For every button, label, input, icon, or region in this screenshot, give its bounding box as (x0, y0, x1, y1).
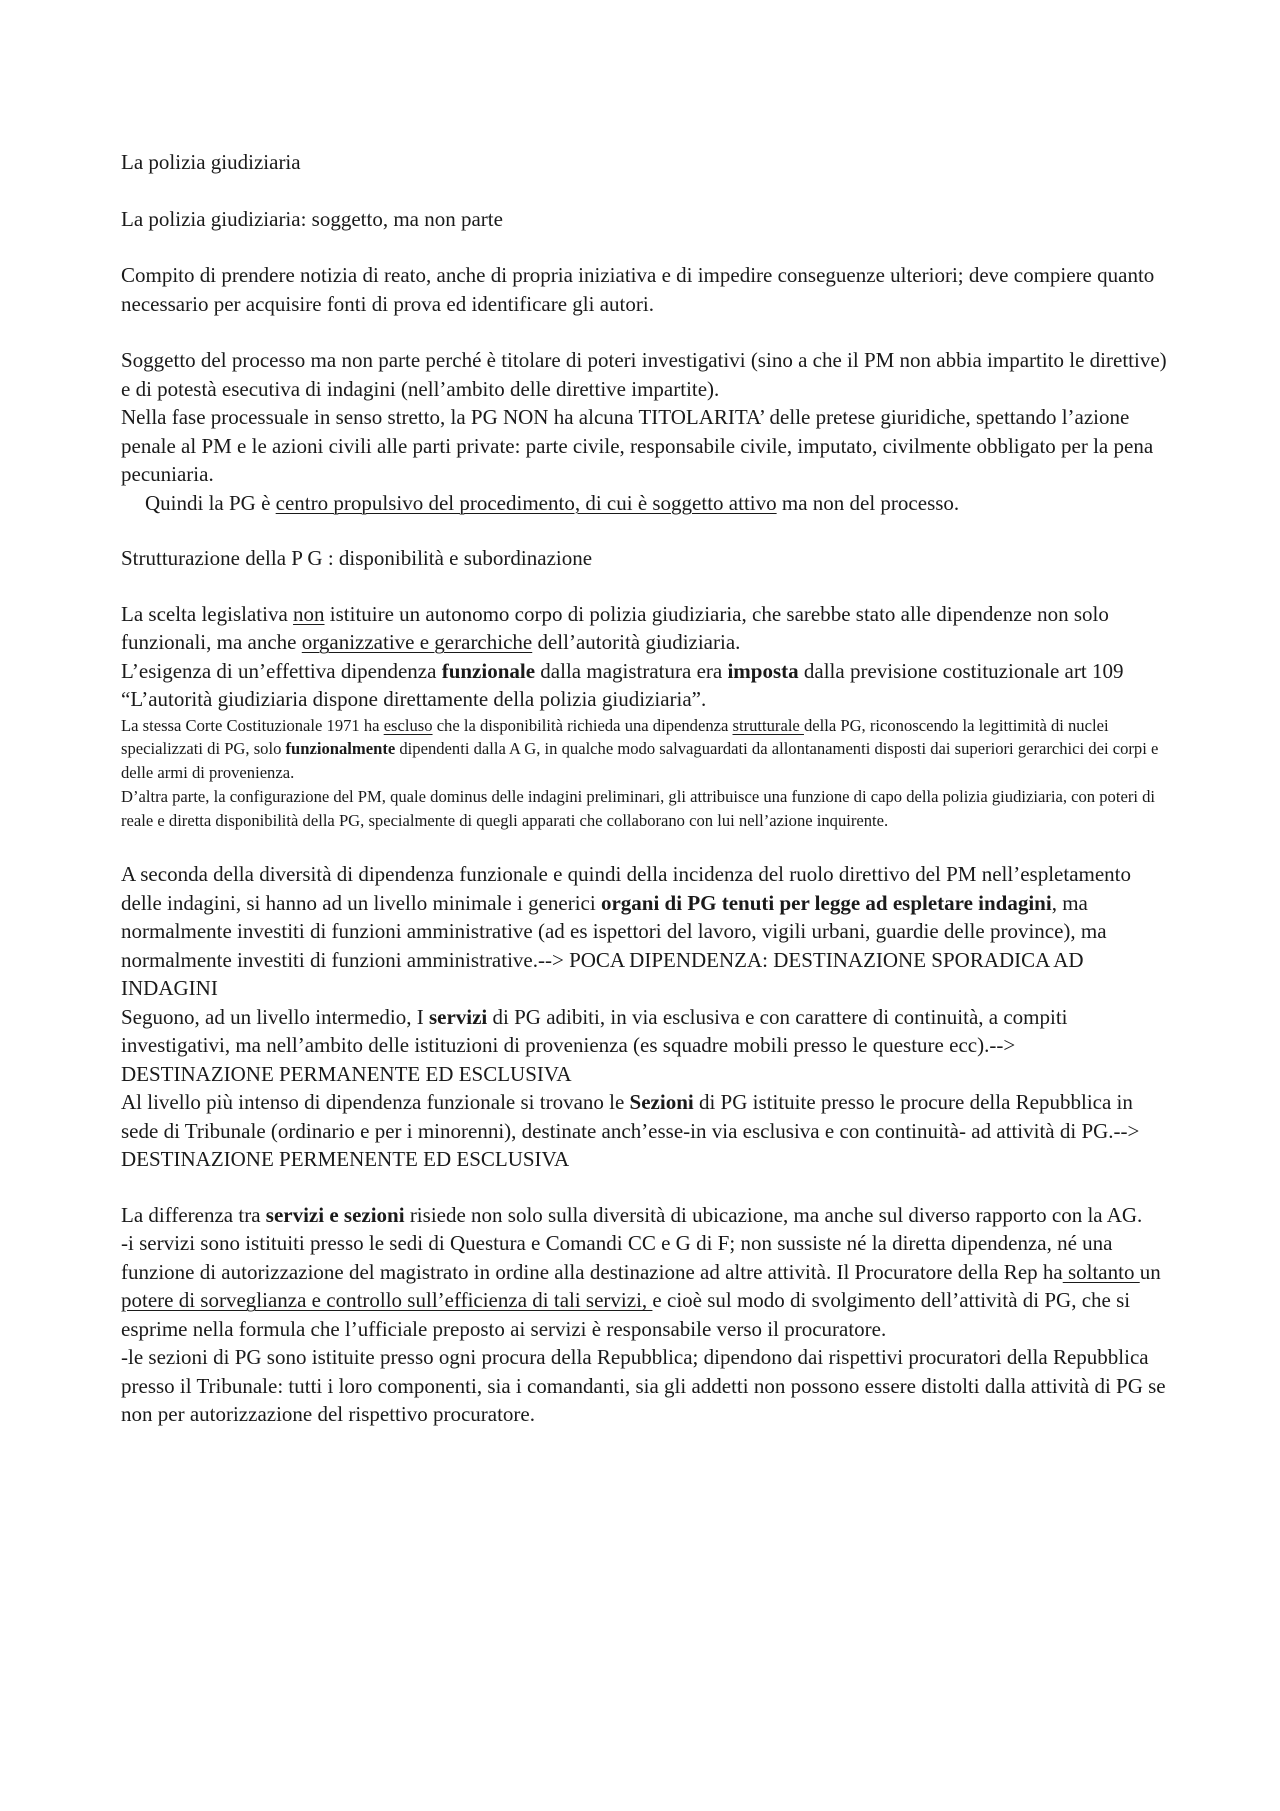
document-title: La polizia giudiziaria (121, 150, 301, 174)
paragraph-quindi: Quindi la PG è centro propulsivo del procedimento, di cui è soggetto attivo ma non del processo. (145, 490, 960, 515)
paragraph-sezioni-pg: Al livello più intenso di dipendenza funzionale si trovano le Sezioni di PG istituite presso le procure della Repubblica in sede di Tribunale (ordinario e per i minorenni), destinate anch’esse-in via esclusiva e con continuità- ad attività di PG.--> DESTINAZIONE PERMENENTE ED ESCLUSIVA (121, 1090, 1140, 1172)
paragraph-differenza: La differenza tra servizi e sezioni risiede non solo sulla diversità di ubicazione, ma anche sul diverso rapporto con la AG. (121, 1202, 1143, 1227)
paragraph-servizi-questura: -i servizi sono istituiti presso le sedi di Questura e Comandi CC e G di F; non sussiste né la diretta dipendenza, né una funzione di autorizzazione del magistrato in ordine alla destinazione ad altre attività. Il Procuratore della Rep ha soltanto un potere di sorveglianza e controllo sull’efficienza di tali servizi, e cioè sul modo di svolgimento dell’attività di PG, che si esprime nella formula che l’ufficiale preposto ai servizi è responsabile verso il procuratore. (121, 1231, 1161, 1341)
paragraph-dominus: D’altra parte, la configurazione del PM, quale dominus delle indagini preliminari, gli attribuisce una funzione di capo della polizia giudiziaria, con poteri di reale e diretta disponibilità della PG, specialmente di quegli apparati che collaborano con lui nell’azione inquirente. (121, 786, 1156, 830)
paragraph-fase-processuale: Nella fase processuale in senso stretto, la PG NON ha alcuna TITOLARITA’ delle pretese giuridiche, spettando l’azione penale al PM e le azioni civili alle parti private: parte civile, responsabile civile, imputato, civilmente obbligato per la pena pecuniaria. (121, 405, 1154, 486)
section-heading-soggetto: La polizia giudiziaria: soggetto, ma non parte (121, 206, 503, 231)
paragraph-esigenza: L’esigenza di un’effettiva dipendenza funzionale dalla magistratura era imposta dalla previsione costituzionale art 109 “L’autorità giudiziaria dispone direttamente della polizia giudiziaria”. (121, 658, 1124, 711)
paragraph-scelta-legislativa: La scelta legislativa non istituire un autonomo corpo di polizia giudiziaria, che sarebbe stato alle dipendenze non solo funzionali, ma anche organizzative e gerarchiche dell’autorità giudiziaria. (121, 601, 1109, 654)
section-heading-strutturazione: Strutturazione della P G : disponibilità e subordinazione (121, 546, 593, 570)
paragraph-compito: Compito di prendere notizia di reato, anche di propria iniziativa e di impedire conseguenze ulteriori; deve compiere quanto necessario per acquisire fonti di prova ed identificare gli autori. (121, 263, 1155, 316)
paragraph-sezioni-procura: -le sezioni di PG sono istituite presso ogni procura della Repubblica; dipendono dai rispettivi procuratori della Repubblica presso il Tribunale: tutti i loro componenti, sia i comandanti, sia gli addetti non possono essere distolti dalla attività di PG se non per autorizzazione del rispettivo procuratore. (121, 1345, 1166, 1427)
document-body (121, 148, 1171, 1429)
paragraph-corte-costituzionale: La stessa Corte Costituzionale 1971 ha escluso che la disponibilità richieda una dipendenza strutturale della PG, riconoscendo la legittimità di nuclei specializzati di PG, solo funzionalmente dipendenti dalla A G, in qualche modo salvaguardati da allontanamenti disposti dai superiori gerarchici dei corpi e delle armi di provenienza. (121, 715, 1159, 783)
paragraph-soggetto: Soggetto del processo ma non parte perché è titolare di poteri investigativi (sino a che il PM non abbia impartito le direttive) e di potestà esecutiva di indagini (nell’ambito delle direttive impartite). (121, 348, 1167, 401)
paragraph-servizi-pg: Seguono, ad un livello intermedio, I servizi di PG adibiti, in via esclusiva e con carattere di continuità, a compiti investigativi, ma nell’ambito delle istituzioni di provenienza (es squadre mobili presso le questure ecc).--> DESTINAZIONE PERMANENTE ED ESCLUSIVA (121, 1004, 1068, 1086)
paragraph-livelli-dipendenza: A seconda della diversità di dipendenza funzionale e quindi della incidenza del ruolo direttivo del PM nell’espletamento delle indagini, si hanno ad un livello minimale i generici organi di PG tenuti per legge ad espletare indagini, ma normalmente investiti di funzioni amministrative (ad es ispettori del lavoro, vigili urbani, guardie delle province), ma normalmente investiti di funzioni amministrative.--> POCA DIPENDENZA: DESTINAZIONE SPORADICA AD INDAGINI (121, 862, 1132, 1001)
underlined-centro-propulsivo: centro propulsivo del procedimento, di cui è soggetto attivo (275, 490, 777, 515)
